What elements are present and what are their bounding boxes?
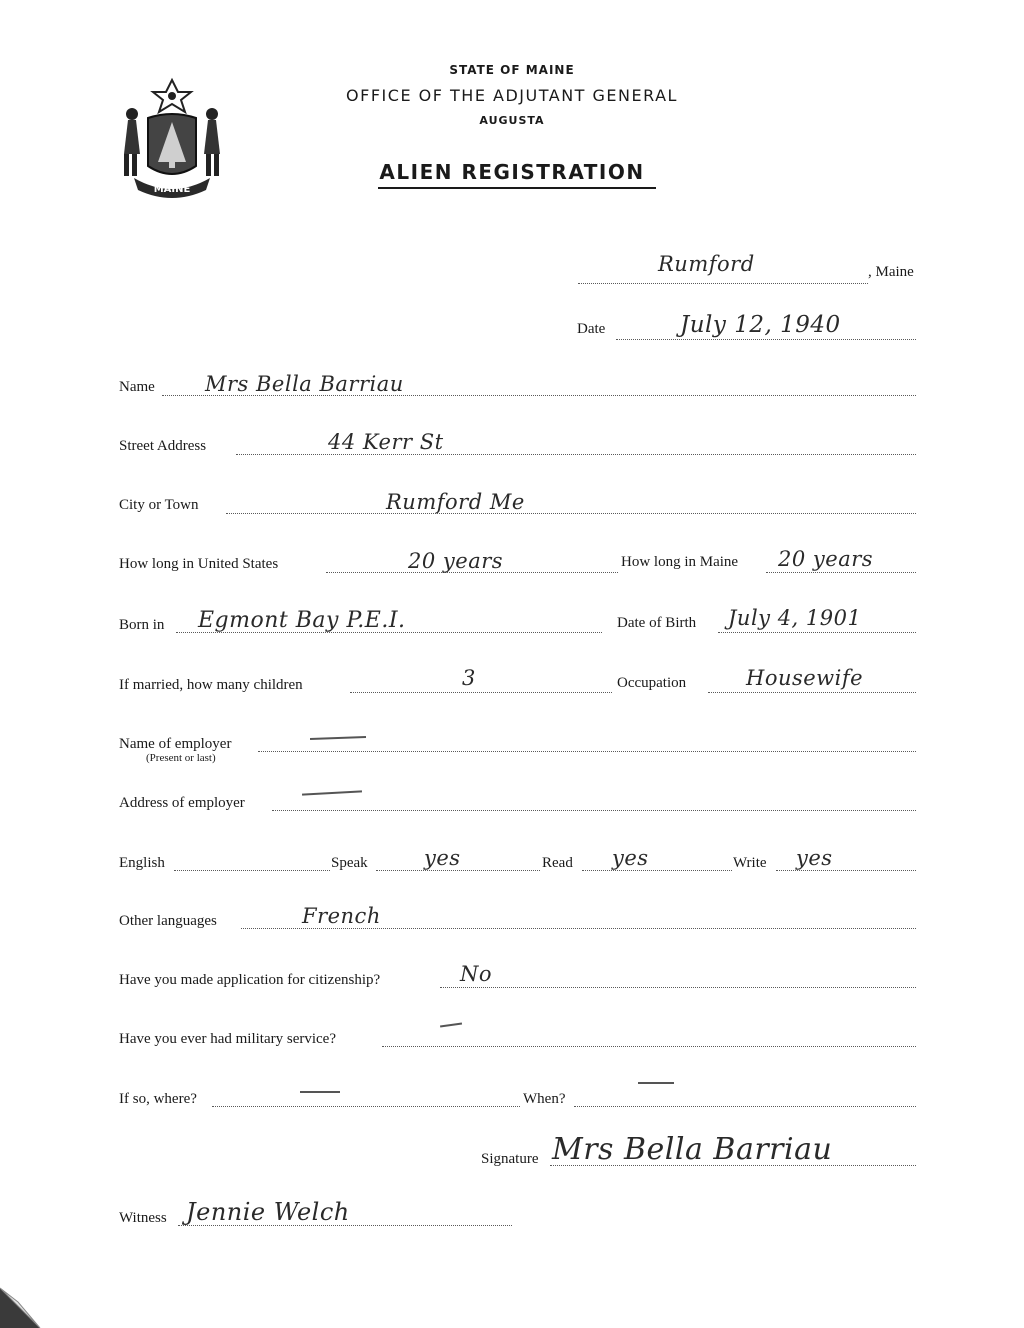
- signature-label: Signature: [481, 1151, 539, 1167]
- military-label: Have you ever had military service?: [119, 1031, 336, 1047]
- where-line: [212, 1106, 520, 1107]
- employer-label: Name of employer: [119, 736, 232, 752]
- born-label: Born in: [119, 617, 165, 633]
- military-dash-mark: [440, 1022, 462, 1027]
- occupation-line: [708, 692, 916, 693]
- city-heading: AUGUSTA: [479, 114, 545, 127]
- children-line: [350, 692, 612, 693]
- employer-address-label: Address of employer: [119, 795, 245, 811]
- maine-time-line: [766, 572, 916, 573]
- us-time-label: How long in United States: [119, 556, 279, 572]
- dob-label: Date of Birth: [617, 615, 697, 631]
- date-value: July 12, 1940: [680, 312, 841, 338]
- name-label: Name: [119, 379, 155, 395]
- dob-value: July 4, 1901: [728, 606, 862, 630]
- title-underline: [378, 187, 656, 189]
- where-dash-mark: [300, 1091, 340, 1093]
- write-label: Write: [733, 855, 767, 871]
- street-label: Street Address: [119, 438, 207, 454]
- employer-address-dash-mark: [302, 790, 362, 795]
- citizenship-value: No: [460, 962, 493, 986]
- town-label: City or Town: [119, 497, 199, 513]
- witness-label: Witness: [119, 1210, 167, 1226]
- read-label: Read: [542, 855, 573, 871]
- signature-value: Mrs Bella Barriau: [552, 1132, 833, 1167]
- speak-label: Speak: [331, 855, 368, 871]
- other-languages-label: Other languages: [119, 913, 217, 929]
- read-line: [582, 870, 732, 871]
- citizenship-line: [440, 987, 916, 988]
- name-value: Mrs Bella Barriau: [205, 372, 404, 396]
- state-heading: STATE OF MAINE: [449, 63, 575, 77]
- town-line: [226, 513, 916, 514]
- witness-value: Jennie Welch: [186, 1198, 350, 1226]
- military-line: [382, 1046, 916, 1047]
- street-line: [236, 454, 916, 455]
- citizenship-label: Have you made application for citizenship?: [119, 972, 381, 988]
- speak-line: [376, 870, 540, 871]
- occupation-label: Occupation: [617, 675, 687, 691]
- children-label: If married, how many children: [119, 677, 303, 693]
- speak-value: yes: [424, 846, 461, 870]
- form-title: ALIEN REGISTRATION: [379, 160, 645, 184]
- english-line: [174, 870, 330, 871]
- employer-address-line: [272, 810, 916, 811]
- occupation-value: Housewife: [746, 666, 864, 690]
- date-label: Date: [577, 321, 606, 337]
- us-time-value: 20 years: [408, 549, 504, 573]
- read-value: yes: [612, 846, 649, 870]
- place-suffix: , Maine: [868, 264, 914, 280]
- when-dash-mark: [638, 1082, 674, 1084]
- town-value: Rumford Me: [386, 490, 525, 514]
- write-line: [776, 870, 916, 871]
- employer-sublabel: (Present or last): [146, 752, 216, 764]
- when-label: When?: [523, 1091, 566, 1107]
- office-heading: OFFICE OF THE ADJUTANT GENERAL: [346, 86, 678, 105]
- street-value: 44 Kerr St: [328, 430, 444, 454]
- maine-time-value: 20 years: [778, 547, 874, 571]
- other-languages-line: [241, 928, 916, 929]
- seal-ribbon-text: MAINE: [153, 184, 191, 195]
- english-label: English: [119, 855, 165, 871]
- dob-line: [718, 632, 916, 633]
- when-line: [574, 1106, 916, 1107]
- date-line: [616, 339, 916, 340]
- place-line: [578, 283, 868, 284]
- employer-dash-mark: [310, 736, 366, 739]
- employer-line: [258, 751, 916, 752]
- place-value: Rumford: [658, 252, 755, 276]
- folded-corner-shape: [0, 1258, 70, 1328]
- other-languages-value: French: [302, 904, 381, 928]
- where-label: If so, where?: [119, 1091, 197, 1107]
- write-value: yes: [796, 846, 833, 870]
- maine-time-label: How long in Maine: [621, 554, 739, 570]
- children-value: 3: [462, 666, 476, 690]
- born-value: Egmont Bay P.E.I.: [198, 608, 406, 633]
